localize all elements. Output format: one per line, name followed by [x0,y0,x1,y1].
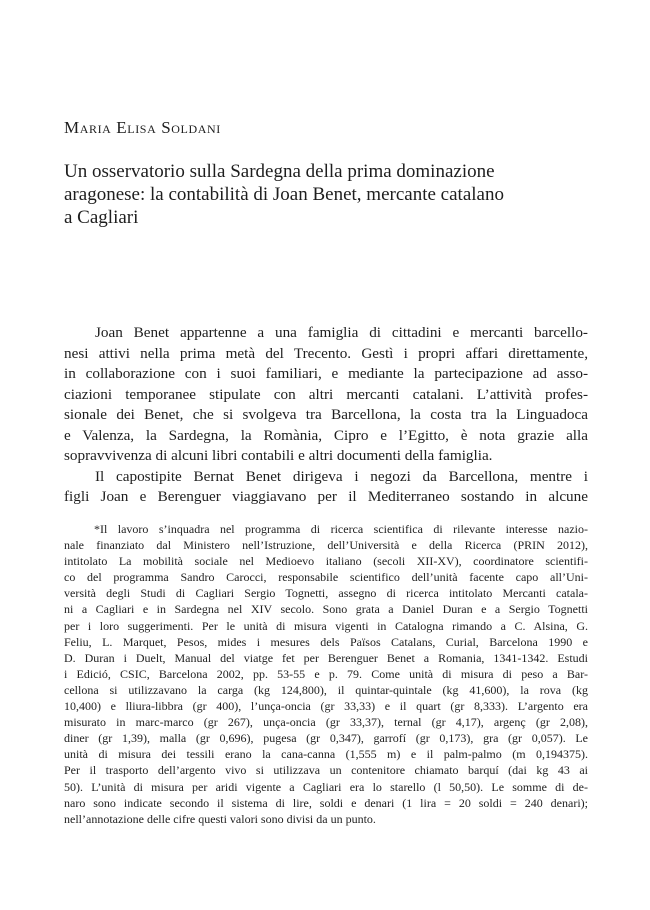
footnote-line: nell’annotazione delle cifre questi valori sono divisi da un punto. [64,811,376,826]
footnote-line: naro sono indicate secondo il sistema di lire, soldi e denari (1 lira = 20 soldi = 240 denari); [64,795,588,810]
footnote-line: per i loro suggerimenti. Per le unità di misura vigenti in Catalogna rimando a C. Alsina, G. [64,618,588,633]
body-line: ciazioni temporanee stipulate con altri mercanti catalani. L’attività profes- [64,385,588,403]
footnote-line: cellona si utilizzavano la carga (kg 124,800), il quintar-quintale (kg 41,600), la rova (kg [64,682,588,697]
body-line: sionale dei Benet, che si svolgeva tra Barcellona, la costa tra la Linguadoca [64,406,588,423]
footnote [64,521,588,827]
body-paragraphs [64,323,588,508]
footnote-line: D. Duran i Duelt, Manual del viatge fet per Berenguer Benet a Romania, 1341-1342. Estudi [64,650,588,665]
footnote-line: i Edició, CSIC, Barcelona 2002, pp. 53-55 e p. 79. Come unità di misura di peso a Bar- [64,666,588,681]
title-line: a Cagliari [64,207,139,228]
body-line: Joan Benet appartenne a una famiglia di cittadini e mercanti barcello- [95,324,588,341]
footnote-line: *Il lavoro s’inquadra nel programma di ricerca scientifica di rilevante interesse nazio- [94,522,588,536]
footnote-line: 10,400) e lliura-libbra (gr 400), l’unça-oncia (gr 33,33) e il quart (gr 8,333). L’argento era [64,699,588,714]
footnote-line: versità degli Studi di Cagliari Sergio Tognetti, assegno di ricerca intitolato Mercanti catala- [64,586,588,601]
footnote-line: intitolato La mobilità sociale nel Medioevo italiano (secoli XII-XV), coordinatore scientifi- [64,554,588,569]
author-name: Maria Elisa Soldani [64,118,221,137]
footnote-line: 50). L’unità di misura per aridi vigente a Cagliari era lo starello (l 50,50). Le somme di de- [64,779,588,794]
footnote-line: unità di misura dei tessili erano la cana-canna (1,555 m) e il palm-palmo (m 0,194375). [64,747,588,762]
body-line: nesi attivi nella prima metà del Trecento. Gestì i propri affari direttamente, [64,344,588,362]
article-title [64,160,584,229]
footnote-line: nale finanziato dal Ministero nell’Istruzione, dell’Università e della Ricerca (PRIN 2012), [64,538,588,553]
body-line: e Valenza, la Sardegna, la Romània, Cipro e l’Egitto, è nota grazie alla [64,426,588,444]
title-line: aragonese: la contabilità di Joan Benet, mercante catalano [64,184,504,205]
body-line: in collaborazione con i suoi familiari, e mediante la partecipazione ad asso- [64,365,588,382]
footnote-line: Per il trasporto dell’argento vivo si utilizzava un contenitore chiamato barquí (dai kg 43 ai [64,763,588,778]
footnote-line: ni a Cagliari e in Sardegna nel XIV secolo. Sono grata a Daniel Duran e a Sergio Tognetti [64,602,588,617]
body-line: Il capostipite Bernat Benet dirigeva i negozi da Barcellona, mentre i [95,467,588,485]
footnote-line: misurato in marc-marco (gr 267), unça-oncia (gr 33,37), ternal (gr 4,17), argenç (gr 2,08), [64,715,588,730]
title-line: Un osservatorio sulla Sardegna della prima dominazione [64,161,495,182]
body-line: figli Joan e Berenguer viaggiavano per il Mediterraneo sostando in alcune [64,488,588,505]
footnote-line: co del programma Sandro Carocci, responsabile scientifico dell’unità facente capo all’Uni- [64,570,588,585]
body-line: sopravvivenza di alcuni libri contabili e altri documenti della famiglia. [64,447,493,464]
footnote-line: diner (gr 1,39), malla (gr 0,696), pugesa (gr 0,347), garrofí (gr 0,173), gra (gr 0,057). Le [64,731,588,746]
footnote-line: Feliu, L. Marquet, Pesos, mides i mesures dels Països Catalans, Curial, Barcelona 1990 e [64,634,588,649]
